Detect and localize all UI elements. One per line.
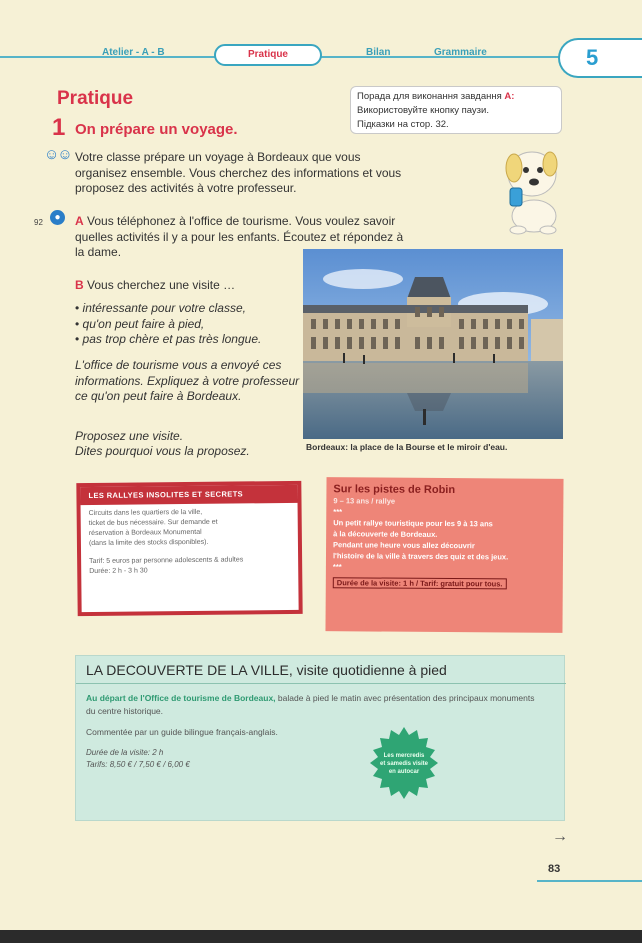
section-title: Pratique [57,88,134,109]
decouverte-intro: balade à pied le matin avec présentation des principaux monuments du centre historique. [86,693,535,716]
rallyes-line: (dans la limite des stocks disponibles). [88,538,209,548]
divider [76,683,566,684]
decouverte-duree: Durée de la visite: 2 h [86,748,164,757]
decouverte-title: LA DECOUVERTE DE LA VILLE, visite quotidienne à pied [86,662,447,678]
robin-line: Un petit rallye touristique pour les 9 à 13 ans [333,518,493,529]
robin-footer: Durée de la visite: 1 h / Tarif: gratuit pour tous. [333,577,507,589]
task-b-para2a: Proposez une visite. [75,429,184,443]
task-b-letter: B [75,278,84,292]
rallyes-line: ticket de bus nécessaire. Sur demande et [88,518,218,528]
robin-line: Pendant une heure vous allez découvrir [333,540,475,551]
page-rule [537,880,642,882]
photo-caption: Bordeaux: la place de la Bourse et le miroir d'eau. [306,442,508,452]
rallyes-title: LES RALLYES INSOLITES ET SECRETS [80,485,297,505]
rallyes-line: réservation à Bordeaux Monumental [88,528,202,538]
robin-stars: *** [333,507,343,517]
hint-box [350,86,562,134]
task-b-para1: L'office de tourisme vous a envoyé ces informations. Expliquez à votre professeur ce qu'on peut faire à Bordeaux. [75,358,300,403]
task-b [75,278,300,294]
mascot-dog-illustration [498,138,566,236]
nav-item-grammaire[interactable]: Grammaire [434,47,487,58]
hint-line3: Підказки на стор. 32. [357,119,449,130]
task-b-intro: Vous cherchez une visite … [87,278,236,292]
bullet-item: • intéressante pour votre classe, [75,301,305,317]
robin-line: l'histoire de la ville à travers des quiz et des jeux. [332,551,509,562]
bordeaux-place-de-la-bourse-photo [303,249,563,439]
robin-line: à la découverte de Bordeaux. [333,529,438,539]
badge-line: en autocar [388,769,420,775]
hint-line1: Порада для виконання завдання [357,91,505,102]
page-number: 83 [548,863,561,875]
task-b-para2b: Dites pourquoi vous la proposez. [75,444,250,458]
badge-line: et samedis visite [379,761,429,767]
hint-line1-mark: A: [504,91,515,102]
nav-item-pratique-active[interactable]: Pratique [214,44,322,66]
nav-item-atelier[interactable]: Atelier - A - B [102,47,165,58]
leaflet-decouverte-de-la-ville [75,655,565,821]
robin-subtitle: 9 – 13 ans / rallye [333,496,396,506]
rallyes-tarif: Tarif: 5 euros par personne adolescents & adultes [89,556,244,566]
task-a-text: Vous téléphonez à l'office de tourisme. Vous voulez savoir quelles activités il y a pour les enfants. Écoutez et répondez à la dame. [75,214,404,259]
hint-line2: Використовуйте кнопку паузи. [357,105,489,116]
robin-title: Sur les pistes de Robin [333,483,456,497]
rallyes-line: Circuits dans les quartiers de la ville, [88,508,203,518]
starburst-badge [368,727,440,799]
nav-item-bilan[interactable]: Bilan [366,47,391,58]
task-a-letter: A [75,214,84,228]
bullet-item: • pas trop chère et pas très longue. [75,332,305,348]
intro-text: Votre classe prépare un voyage à Bordeaux que vous organisez ensemble. Vous cherchez des informations et vous proposez des activités à votre professeur. [75,150,402,195]
chapter-tab: 5 [558,38,642,78]
leaflet-pistes-de-robin [325,477,563,633]
group-work-icon: ☺☺ [44,146,71,163]
decouverte-intro-highlight: Au départ de l'Office de tourisme de Bordeaux, [86,693,276,703]
exercise-title: On prépare un voyage. [75,121,238,138]
bottom-scan-bar [0,930,642,943]
next-page-arrow-icon[interactable]: → [552,828,568,845]
bullet-item: • qu'on peut faire à pied, [75,317,305,333]
decouverte-tarifs: Tarifs: 8,50 € / 7,50 € / 6,00 € [86,760,190,769]
robin-stars: *** [332,562,342,572]
exercise-number: 1 [52,114,66,141]
decouverte-guide: Commentée par un guide bilingue français-anglais. [86,727,278,737]
task-b-bullets [75,301,305,348]
audio-cd-icon[interactable]: ● [50,210,65,225]
rallyes-duree: Durée: 2 h - 3 h 30 [89,567,148,576]
audio-track-number: 92 [34,218,43,227]
leaflet-rallyes-insolites [76,481,302,616]
badge-line: Les mercredis [383,753,425,759]
